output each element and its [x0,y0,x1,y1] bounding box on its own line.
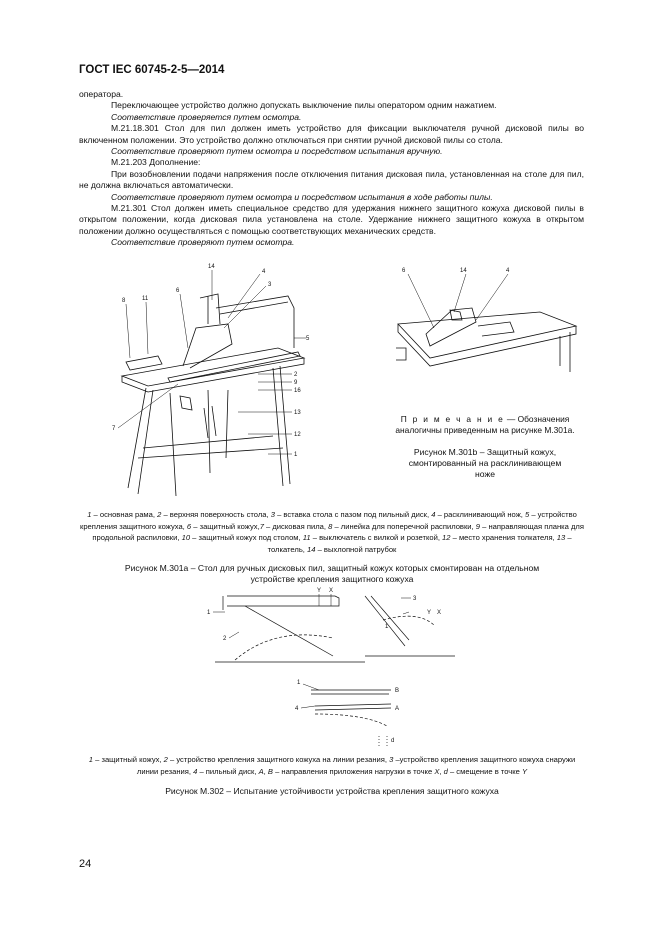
figure-m302-label: 4 [295,706,299,712]
figure-m301a-label: 13 [294,410,301,416]
figure-m302-label: X [329,588,334,594]
figure-m301a-label: 11 [142,296,149,302]
body-text [79,89,584,249]
figure-m301b-label: 6 [402,268,406,274]
figure-m301a-label: 12 [294,432,301,438]
figure-m301b-drawing [390,262,580,382]
figure-m301a-drawing [108,258,328,498]
figure-m301b-caption: Рисунок М.301b – Защитный кожух, смонтированный на расклинивающем ноже [408,447,562,480]
figure-m301a-caption: Рисунок М.301а – Стол для ручных дисковых пил, защитный кожух которых смонтирован на отдельном устройстве крепления защитного кожуха [124,563,540,585]
figure-m301a-label: 9 [294,380,298,386]
figure-m301a-label: 3 [268,282,272,288]
paragraph: При возобновлении подачи напряжения после отключения питания дисковая пила, установленная на столе для пил, не должна включаться автоматически. [79,168,584,191]
compliance-note: Соответствие проверяют путем осмотра и посредством испытания вручную. [111,146,443,157]
figure-m302-legend: 1 – защитный кожух, 2 – устройство крепления защитного кожуха на линии резания, 3 –устройство крепления защитного кожуха снаружи линии резания, 4 – пильный диск, A, B – направления приложения нагрузки в точке X, d – смещение в точке Y [88,755,576,776]
figure-m302-caption: Рисунок М.302 – Испытание устойчивости устройства крепления защитного кожуха [165,786,499,796]
figure-m301a-label: 1 [294,452,298,458]
figure-m302-label: A [395,706,400,712]
figure-m302-label: 1 [207,610,211,616]
figure-m301a-label: 8 [122,298,126,304]
figure-m301a-label: 2 [294,372,298,378]
paragraph: М.21.18.301 Стол для пил должен иметь устройство для фиксации выключателя ручной дисковой пилы во включенном положении. Это устройство должно отключаться при снятии ручной дисковой пилы со стола. [79,123,584,145]
note-text: — Обозначения аналогичны приведенным на рисунке М.301а. [395,414,575,435]
figure-m302-label: X [437,610,442,616]
figure-m301a-label: 16 [294,388,301,394]
figure-m302-label: 1 [297,680,301,686]
figure-m301a-legend: 1 – основная рама, 2 – верхняя поверхность стола, 3 – вставка стола с пазом под пильный диск, 4 – расклинивающий нож, 5 – устройство крепления защитного кожуха, 6 – защитный кожух,7 – дисковая пила, 8 – линейка для поперечной распиловки, 9 – направляющая планка для продольной распиловки, 10 – защитный кожух под столом, 11 – выключатель с вилкой и розеткой, 12 – место хранения толкателя, 13 – толкатель, 14 – выхлопной патрубок [80,510,584,554]
figure-m302-label: 3 [413,596,417,602]
paragraph: М.21.203 Дополнение: [111,157,201,168]
figure-m301a-label: 7 [112,426,116,432]
figure-m302-label: 2 [223,636,227,642]
compliance-note: Соответствие проверяется путем осмотра. [111,111,302,122]
figure-m301b-note [385,414,585,435]
figure-m301b-label: 4 [506,268,510,274]
figure-m302-drawing [207,586,455,756]
paragraph: Переключающее устройство должно допускать выключение пилы оператором одним нажатием. [111,100,497,111]
page-number: 24 [79,858,92,870]
figure-m301b-label: 14 [460,268,467,274]
figure-m301a-label: 4 [262,269,266,275]
figure-m302-label: d [391,738,395,744]
document-header: ГОСТ IEC 60745-2-5—2014 [79,64,225,76]
figure-m301a-label: 6 [176,288,180,294]
figure-m302-label: Y [427,610,432,616]
figure-m302-label: Y [317,588,322,594]
compliance-note: Соответствие проверяют путем осмотра и посредством испытания в ходе работы пилы. [111,191,493,202]
figure-m302-label: B [395,688,400,694]
paragraph: М.21.301 Стол должен иметь специальное средство для удержания нижнего защитного кожуха дисковой пилы в открытом положении, когда дисковая пила установлена на столе. Удержание нижнего защитного кожуха в открытом положении должно осуществляться с помощью соответствующих механических средств. [79,203,584,236]
figure-m301a-label: 14 [208,264,215,270]
figure-m301a-label: 5 [306,336,310,342]
paragraph: оператора. [79,89,124,99]
compliance-note: Соответствие проверяют путем осмотра. [111,237,295,248]
figure-m302-label: 1 [385,624,389,630]
note-label: П р и м е ч а н и е [400,414,505,424]
